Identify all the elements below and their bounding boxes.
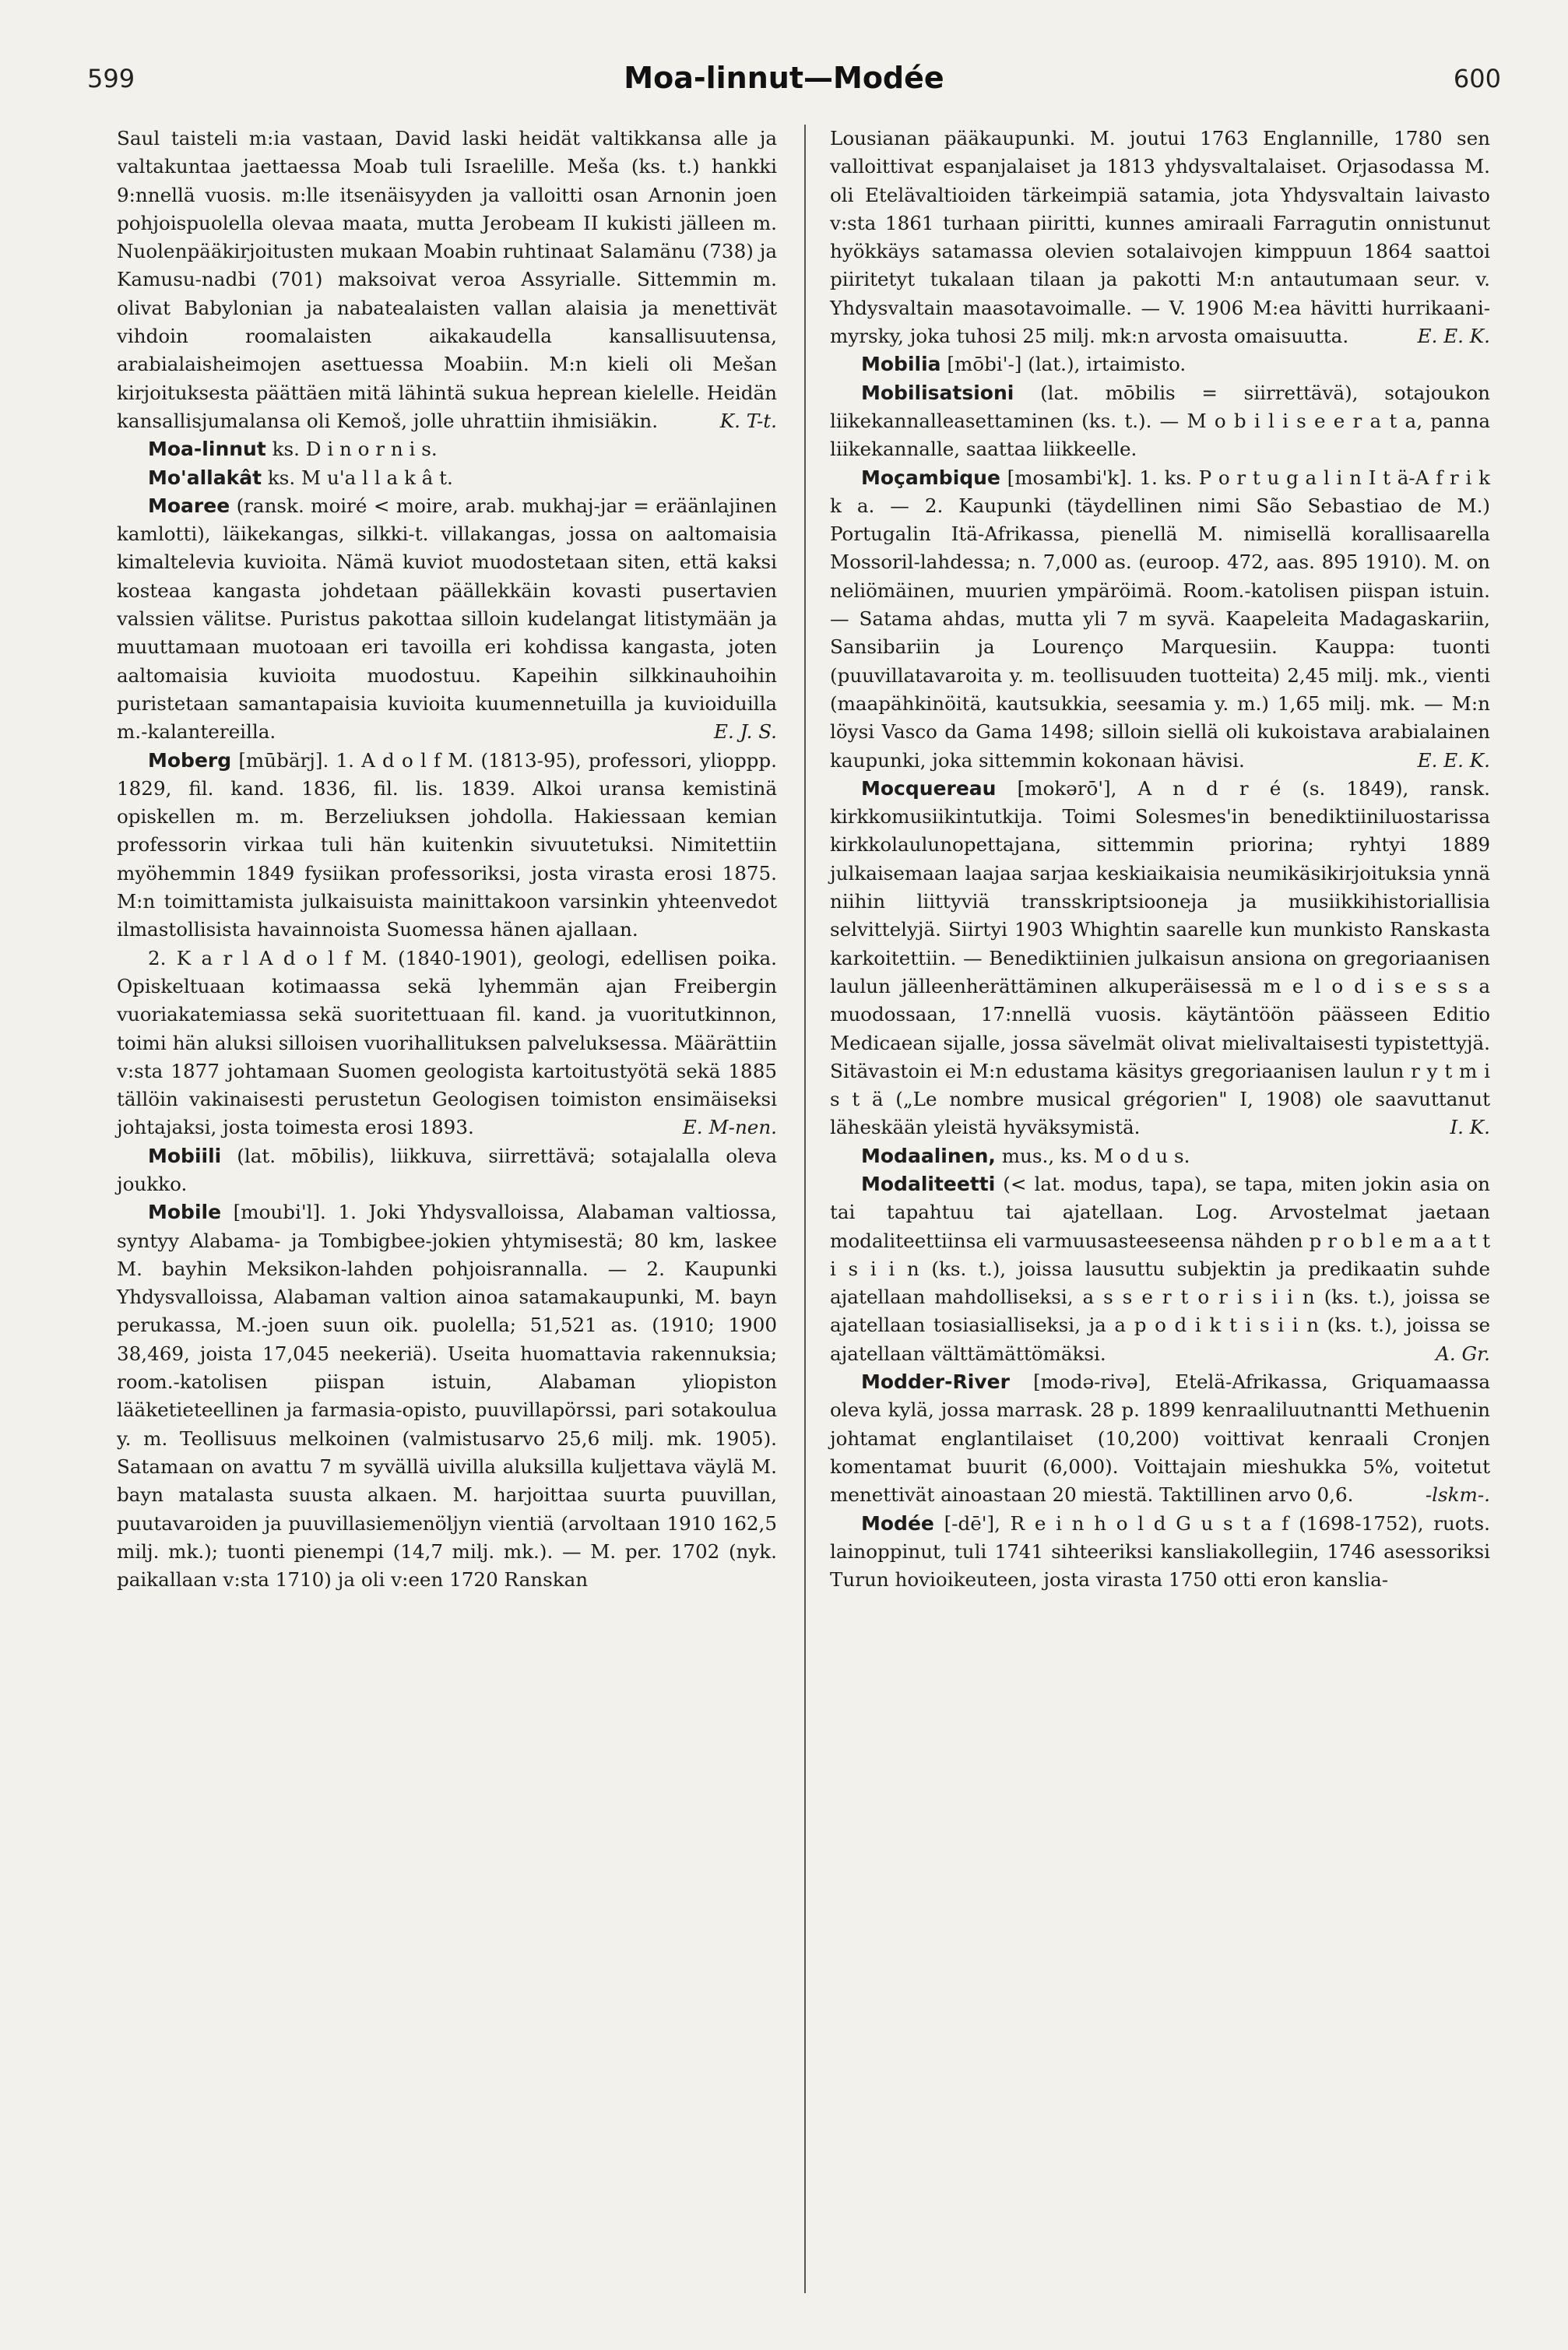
entry-headword: Modaliteetti <box>861 1172 996 1195</box>
entry-text: (lat. mōbilis), liikkuva, siirrettävä; sotajalalla oleva joukko. <box>117 1144 777 1195</box>
entry-headword: Mobilisatsioni <box>861 381 1014 404</box>
dictionary-entry <box>117 747 777 945</box>
dictionary-entry <box>830 1510 1490 1595</box>
entry-text: [mūbärj]. 1. A d o l f M. (1813-95), professori, ylioppp. 1829, fil. kand. 1836, fil. lis. 1839. Alkoi uransa kemistinä opiskellen m. m. Berzeliuksen johdolla. Hakiessaan kemian professorin virkaa tuli hän kuitenkin sivuutetuksi. Nimitettiin myöhemmin 1849 fysiikan professoriksi, josta virasta erosi 1875. M:n toimittamista julkaisuista mainittakoon varsinkin yhteenvedot ilmastollisista havainnoista Suomessa hänen ajallaan. <box>117 748 777 941</box>
dictionary-entry <box>830 775 1490 1142</box>
author-signature: A. Gr. <box>1436 1342 1490 1365</box>
entry-headword: Moa-linnut <box>148 438 266 461</box>
entry-text: 2. K a r l A d o l f M. (1840-1901), geologi, edellisen poika. Opiskeltuaan kotimaassa sekä lyhemmän ajan Freibergin vuoriakatemiassa sekä suoritettuaan fil. kand. ja vuoritutkinnon, toimi hän aluksi silloisen vuorihallituksen palveluksessa. Määrättiin v:sta 1877 johtamaan Suomen geologista kartoitustyötä sekä 1885 tällöin vakinaisesti perustetun Geologisen toimiston ensimäiseksi johtajaksi, josta toimesta erosi 1893. <box>117 946 777 1139</box>
dictionary-entry <box>830 379 1490 464</box>
dictionary-entry <box>117 1198 777 1594</box>
entry-text: mus., ks. M o d u s. <box>1001 1144 1190 1167</box>
entry-headword: Mobiili <box>148 1144 222 1167</box>
entry-headword: Moaree <box>148 494 230 517</box>
entry-text: (< lat. modus, tapa), se tapa, miten jokin asia on tai tapahtuu tai ajatellaan. Log. Arvostelmat jaetaan modaliteettiinsa eli varmuusasteeseensa nähden p r o b l e m a a t t i s i i n (ks. t.), joissa lausuttu subjektin ja predikaatin suhde ajatellaan mahdolliseksi, a s s e r t o r i s i i n (ks. t.), joissa se ajatellaan tosiasialliseksi, ja a p o d i k t i s i i n (ks. t.), joissa se ajatellaan välttämättömäksi. <box>830 1172 1490 1365</box>
author-signature: K. T-t. <box>719 409 777 432</box>
dictionary-entry <box>830 125 1490 350</box>
entry-text: (lat. mōbilis = siirrettävä), sotajoukon liikekannalleasettaminen (ks. t.). — M o b i l i s e e r a t a, panna liikekannalle, saattaa liikkeelle. <box>830 381 1490 461</box>
dictionary-entry <box>830 350 1490 378</box>
entry-text: [mosambi'k]. 1. ks. P o r t u g a l i n I t ä-A f r i k k a. — 2. Kaupunki (täydellinen nimi São Sebastiao de M.) Portugalin Itä-Afrikassa, pienellä M. nimisellä korallisaarella Mossoril-lahdessa; n. 7,000 as. (euroop. 472, aas. 895 1910). M. on neliömäinen, muurien ympäröimä. Room.-katolisen piispan istuin. — Satama ahdas, mutta yli 7 m syvä. Kaapeleita Madagaskariin, Sansibariin ja Lourenço Marquesiin. Kauppa: tuonti (puuvillatavaroita y. m. teollisuuden tuotteita) 2,45 milj. mk., vienti (maapähkinöitä, kautsukkia, seesamia y. m.) 1,65 milj. mk. — M:n löysi Vasco da Gama 1498; silloin siellä oli kukoistava arabialainen kaupunki, joka sittemmin kokonaan hävisi. <box>830 466 1490 772</box>
author-signature: E. J. S. <box>714 720 777 744</box>
author-signature: E. E. K. <box>1417 748 1490 772</box>
dictionary-entry <box>117 464 777 492</box>
page-number-right: 600 <box>1453 64 1501 93</box>
entry-headword: Modaalinen, <box>861 1144 996 1167</box>
dictionary-entry <box>117 435 777 463</box>
page-header <box>0 61 1568 111</box>
dictionary-entry <box>117 492 777 747</box>
entry-headword: Modder-River <box>861 1370 1010 1394</box>
dictionary-entry <box>117 945 777 1142</box>
entry-headword: Moçambique <box>861 466 1000 489</box>
entry-text: Lousianan pääkaupunki. M. joutui 1763 Englannille, 1780 sen valloittivat espanjalaiset ja 1813 yhdysvaltalaiset. Orjasodassa M. oli Etelävaltioiden tärkeimpiä satamia, jota Yhdysvaltain laivasto v:sta 1861 turhaan piiritti, kunnes amiraali Farragutin onnistunut hyökkäys satamassa olevien sotalaivojen kimppuun 1864 saattoi piiritetyt tukalaan tilaan ja pakotti M:n antautumaan seur. v. Yhdysvaltain maasotavoimalle. — V. 1906 M:ea hävitti hurrikaani-myrsky, joka tuhosi 25 milj. mk:n arvosta omaisuutta. <box>830 127 1490 348</box>
author-signature: -lskm-. <box>1425 1483 1490 1507</box>
page-number-left: 599 <box>87 64 135 93</box>
dictionary-entry <box>830 1170 1490 1368</box>
running-head: Moa-linnut—Modée <box>624 61 944 95</box>
dictionary-entry <box>830 1142 1490 1170</box>
dictionary-entry <box>830 1368 1490 1509</box>
entry-text: [moubi'l]. 1. Joki Yhdysvalloissa, Alabaman valtiossa, syntyy Alabama- ja Tombigbee-jokien yhtymisestä; 80 km, laskee M. bayhin Meksikon-lahden pohjoisrannalla. — 2. Kaupunki Yhdysvalloissa, Alabaman valtion ainoa satamakaupunki, M. bayn perukassa, M.-joen suun oik. puolella; 51,521 as. (1910; 1900 38,469, joista 17,045 neekeriä). Useita huomattavia rakennuksia; room.-katolisen piispan istuin, Alabaman yliopiston lääketieteellinen ja farmasia-opisto, puuvillapörssi, pari sotakoulua y. m. Teollisuus melkoinen (valmistusarvo 25,6 milj. mk. 1905). Satamaan on avattu 7 m syvällä uivilla aluksilla kuljettava väylä M. bayn matalasta suusta alkaen. M. harjoittaa suurta puuvillan, puutavaroiden ja puuvillasiemenöljyn vientiä (arvoltaan 1910 162,5 milj. mk.); tuonti pienempi (14,7 milj. mk.). — M. per. 1702 (nyk. paikallaan v:sta 1710) ja oli v:een 1720 Ranskan <box>117 1201 777 1592</box>
entry-text: [mōbi'-] (lat.), irtaimisto. <box>947 353 1187 376</box>
entry-text: ks. M u'a l l a k â t. <box>267 466 453 489</box>
entry-headword: Modée <box>861 1511 934 1535</box>
entry-headword: Moberg <box>148 748 232 772</box>
dictionary-entry <box>117 125 777 435</box>
entry-text: (ransk. moiré < moire, arab. mukhaj-jar = eräänlajinen kamlotti), läikekangas, silkki-t. villakangas, jossa on aaltomaisia kimaltelevia kuvioita. Nämä kuviot muodostetaan siten, että kaksi kosteaa kangasta johdetaan päällekkäin kovasti pusertavien valssien välitse. Puristus pakottaa silloin kudelangat litistymään ja muuttamaan muotoaan eri tavoilla eri kohdissa kangasta, joten aaltomaisia kuvioita muodostuu. Kapeihin silkkinauhoihin puristetaan samantapaisia kuvioita kuumennetuilla ja kuvioiduilla m.-kalantereilla. <box>117 494 777 744</box>
entry-text: [mokərō'], A n d r é (s. 1849), ransk. kirkkomusiikintutkija. Toimi Solesmes'in benediktiiniluostarissa kirkkolaulunopettajana, sittemmin priorina; ryhtyi 1889 julkaisemaan laajaa sarjaa keskiaikaisia neumikäsikirjoituksia ynnä niihin liittyviä transskriptsiooneja ja musiikkihistoriallisia selvittelyjä. Siirtyi 1903 Whightin saarelle kun munkisto Ranskasta karkoitettiin. — Benediktiinien julkaisun ansiona on gregoriaanisen laulun jälleenherättäminen alkuperäisessä m e l o d i s e s s a muodossaan, 17:nnellä vuosis. käytäntöön päässeen Editio Medicaean sijalle, jossa sävelmät olivat mielivaltaisesti typistettyjä. Sitävastoin ei M:n edustama käsitys gregoriaanisen laulun r y t m i s t ä („Le nombre musical grégorien" I, 1908) ole saavuttanut läheskään yleistä hyväksymistä. <box>830 776 1491 1139</box>
entry-text: [-dē'], R e i n h o l d G u s t a f (1698-1752), ruots. lainoppinut, tuli 1741 sihteeriksi kansliakollegiin, 1746 asessoriksi Turun hovioikeuteen, josta virasta 1750 otti eron kanslia- <box>830 1511 1490 1592</box>
entry-text: Saul taisteli m:ia vastaan, David laski heidät valtikkansa alle ja valtakuntaa jaettaessa Moab tuli Israelille. Meša (ks. t.) hankki 9:nnellä vuosis. m:lle itsenäisyyden ja valloitti osan Arnonin joen pohjoispuolella olevaa maata, mutta Jerobeam II kukisti jälleen m. Nuolenpääkirjoitusten mukaan Moabin ruhtinaat Salamänu (738) ja Kamusu-nadbi (701) maksoivat veroa Assyrialle. Sittemmin m. olivat Babylonian ja nabatealaisten vallan alaisia ja menettivät vihdoin roomalaisten aikakaudella kansallisuutensa, arabialaisheimojen asettuessa Moabiin. M:n kieli oli Mešan kirjoituksesta päättäen mitä lähintä sukua heprean kielelle. Heidän kansallisjumalansa oli Kemoš, jolle uhrattiin ihmisiäkin. <box>117 127 777 432</box>
entry-headword: Mobile <box>148 1201 222 1224</box>
author-signature: E. E. K. <box>1417 325 1490 348</box>
right-column <box>830 125 1490 1594</box>
left-column <box>117 125 777 1594</box>
dictionary-entry <box>830 464 1490 775</box>
author-signature: E. M-nen. <box>682 1116 777 1139</box>
entry-headword: Mocquereau <box>861 776 997 800</box>
entry-headword: Mobilia <box>861 353 941 376</box>
entry-text: [modə-rivə], Etelä-Afrikassa, Griquamaassa oleva kylä, jossa marrask. 28 p. 1899 kenraaliluutnantti Methuenin johtamat englantilaiset (10,200) voittivat kenraali Cronjen komentamat buurit (6,000). Voittajain mieshukka 5%, voitetut menettivät ainoastaan 20 miestä. Taktillinen arvo 0,6. <box>830 1370 1490 1507</box>
author-signature: I. K. <box>1450 1116 1490 1139</box>
entry-text: ks. D i n o r n i s. <box>272 438 438 461</box>
entry-headword: Mo'allakât <box>148 466 262 489</box>
dictionary-entry <box>117 1142 777 1199</box>
column-divider <box>804 125 806 2293</box>
